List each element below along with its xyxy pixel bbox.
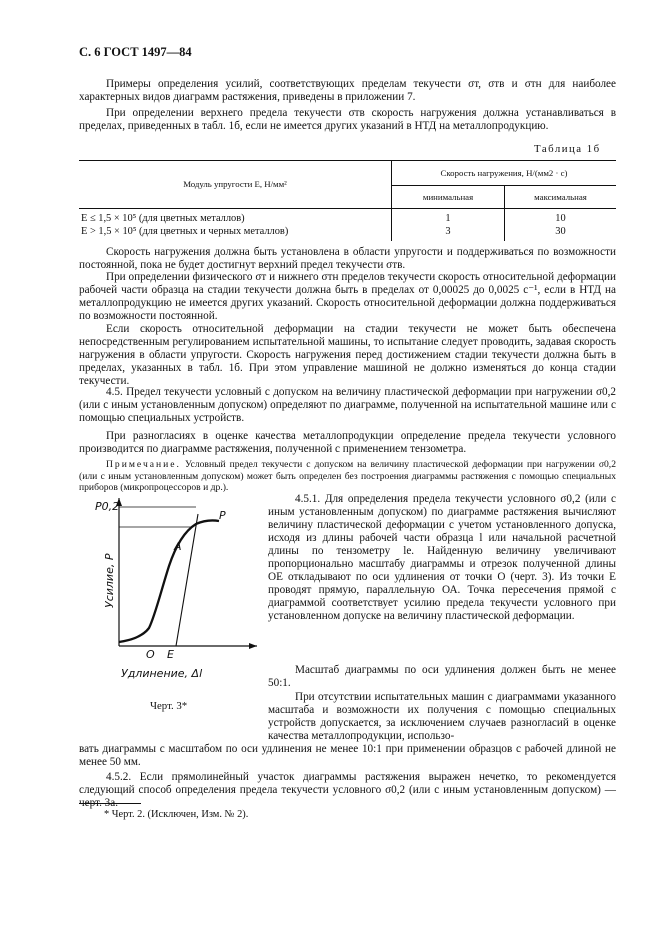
label-o: O [146,648,155,661]
paragraph-1: Примеры определения усилий, соответствующих пределам текучести σт, σтв и σтн для наиболее характерных видов диаграмм растяжения, приведены в приложении 7. [79,78,616,103]
table-header-speed: Скорость нагружения, Н/(мм2 · с) [392,161,617,186]
table-row [79,225,616,241]
offset-line-oe [176,514,198,646]
y-axis-label: Усилие, P [103,553,116,608]
label-e: E [167,648,174,661]
table-cell-modulus: E ≤ 1,5 × 10⁵ (для цветных металлов) [79,209,392,226]
table-caption: Таблица 1б [534,143,601,155]
figure-caption: Черт. 3* [150,700,188,712]
speed-table [79,160,616,241]
label-p: P [219,509,226,522]
paragraph-11: 4.5.2. Если прямолинейный участок диаграммы растяжения выражен нечетко, то рекомендуется следующий способ определения предела текучести условного σ0,2 (или с иным установленным допуском) — черт. 3а. [79,771,616,809]
tension-curve [119,520,219,642]
table-row [79,209,616,226]
paragraph-9: Масштаб диаграммы по оси удлинения должен быть не менее 50:1. [268,664,616,689]
paragraph-6: 4.5. Предел текучести условный с допуском на величину пластической деформации при нагружении σ0,2 (или с иным установленным допуском) определяют по диаграмме, полученной на испытательной машине или с помощью специальных устройств. [79,386,616,424]
x-axis-label: Удлинение, Δl [121,667,203,680]
paragraph-5: Если скорость относительной деформации на стадии текучести не может быть обеспечена непосредственным регулированием испытательной машины, то испытание следует проводить, задавая скорость нагружения в области упругости. Скорость нагружения перед достижением стадии текучести должна быть в пределах, указанных в табл. 1б. При этом управление машиной не должно изменяться до конца стадии текучести. [79,323,616,387]
footnote: * Черт. 2. (Исключен, Изм. № 2). [104,809,249,820]
paragraph-3: Скорость нагружения должна быть установлена в области упругости и поддерживаться по возможности постоянной, пока не будет достигнут верхний предел текучести σтв. [79,246,616,271]
note-text: Условный предел текучести с допуском на величину пластической деформации при нагружении σ0,2 (или с иным установленным допуском) может быть определен без построения диаграммы растяжения с помощью специальных приборов (микропроцессоров и др.). [79,459,616,494]
paragraph-10-end: вать диаграммы с масштабом по оси удлинения не менее 10:1 при применении образцов с рабочей длиной не менее 50 мм. [79,743,616,768]
paragraph-7: При разногласиях в оценке качества металлопродукции определение предела текучести условного производится по диаграмме растяжения, полученной с применением тензометра. [79,430,616,455]
footnote-divider [79,803,141,804]
page-header: С. 6 ГОСТ 1497—84 [79,45,192,59]
note [79,459,616,494]
paragraph-2: При определении верхнего предела текучести σтв скорость нагружения должна устанавливаться в пределах, приведенных в табл. 1б, если не имеется других указаний в НТД на металлопродукцию. [79,107,616,132]
table-cell-min: 1 [392,209,505,226]
note-label: Примечание. [106,459,181,470]
label-a: A [174,540,182,553]
table-header-max: максимальная [505,186,617,209]
table-cell-modulus: E > 1,5 × 10⁵ (для цветных и черных металлов) [79,225,392,241]
table-cell-min: 3 [392,225,505,241]
paragraph-4: При определении физического σт и нижнего σтн пределов текучести скорость относительной деформации рабочей части образца на стадии текучести должна быть в пределах от 0,00025 до 0,0025 с⁻¹, если в НТД на металлопродукцию не имеется других указаний. Скорость относительной деформации должна поддерживаться по возможности постоянной. [79,271,616,322]
table-header-min: минимальная [392,186,505,209]
table-cell-max: 30 [555,226,566,237]
paragraph-8: 4.5.1. Для определения предела текучести условного σ0,2 (или с иным установленным допуском) по диаграмме растяжения вычисляют величину пластической деформации с учетом установленного допуска, исходя из длины рабочей части образца l или начальной расчетной длины по тензометру lе. Найденную величину увеличивают пропорционально масштабу диаграммы и отрезок полученной длины ОЕ откладывают по оси удлинения от точки О (черт. 3). Из точки Е проводят прямую, параллельную ОА. Точка пересечения прямой с диаграммой соответствует усилию предела текучести условного при установленном допуске на величину пластической деформации. [268,493,616,622]
table-cell-max: 10 [555,213,566,224]
paragraph-10-start: При отсутствии испытательных машин с диаграммами указанного масштаба и возможности их получения с помощью специальных устройств допускается, за исключением случаев разногласий в оценке качества металлопродукции, использо- [268,691,616,742]
table-header-modulus: Модуль упругости E, Н/мм² [79,161,392,209]
label-p02: P0,2 [95,500,120,513]
x-axis-arrow-icon [249,643,257,649]
stress-strain-figure [95,496,261,696]
